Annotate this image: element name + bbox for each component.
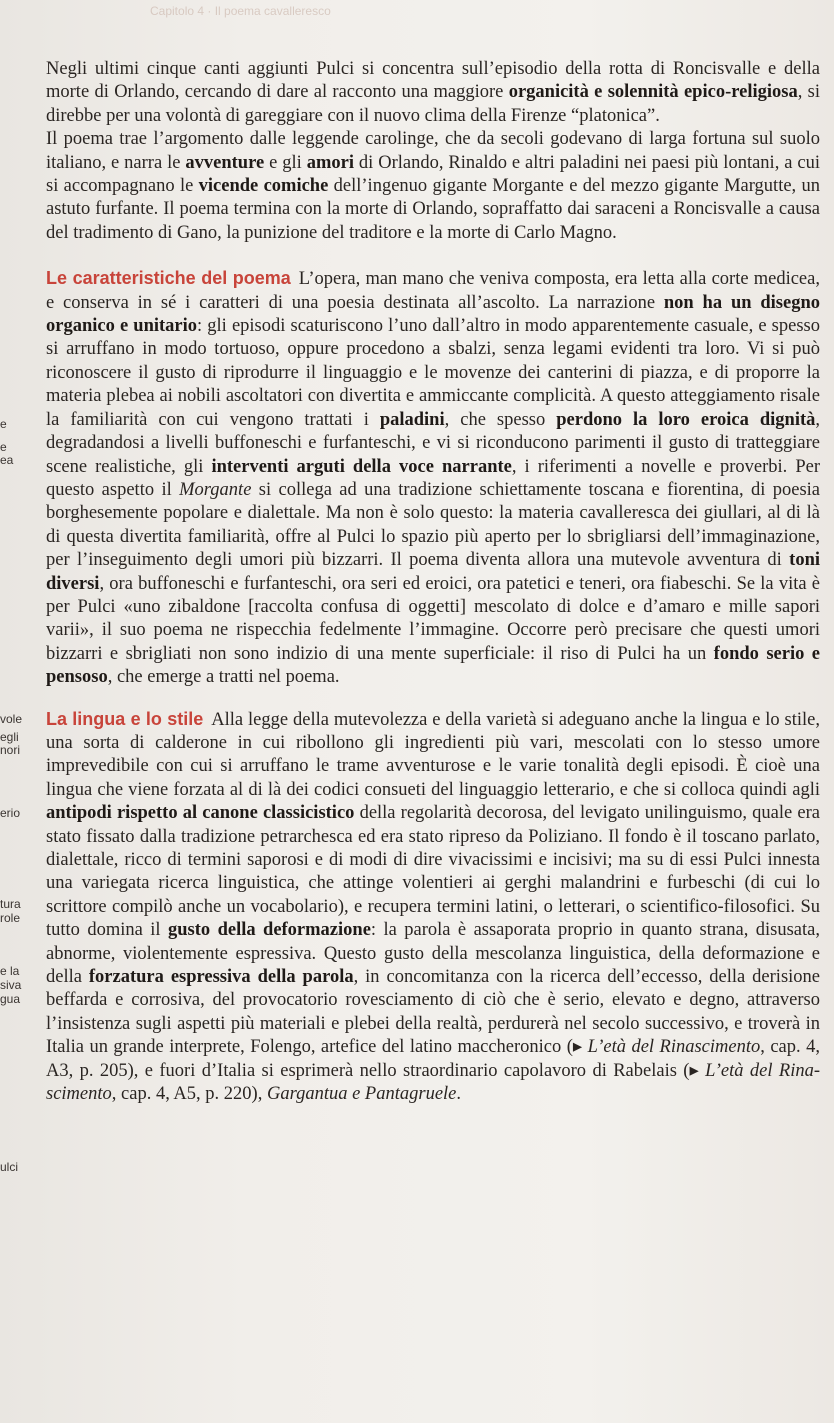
bold-term: interventi arguti della voce narrante (211, 456, 512, 477)
bold-term: non ha un disegno organico e unitario (46, 292, 820, 337)
paragraph-pulci-final-cantos: Negli ultimi cinque canti aggiunti Pulci si concentra sull’episodio della rotta di Roncisvalle e della morte di Orlando, cercando di dare al racconto una maggiore organicità e solennità epico-religiosa, si direbbe per una volontà di gareggiare con il nuovo clima della Firenze “platonica”. (46, 59, 820, 126)
bold-term: paladini (379, 409, 445, 430)
bold-term: amori (306, 152, 354, 173)
italic-title: Morgante (179, 479, 252, 500)
italic-title: L’età del Rinascimento (46, 1060, 821, 1105)
margin-note: nori (0, 744, 21, 757)
section-language-style: La lingua e lo stile Alla legge della mutevolezza e della varietà si adeguano anche la lingua e lo stile, una sorta di calderone in cui ribollono gli ingredienti più vari, mescolati con lo stesso umore imprevedibile con cui si arruffano le trame avventurose e le varie tonalità degli episodi. È cioè una lingua che viene forzata al di là dei codici consueti del linguaggio letterario, e che si colloca quindi agli antipodi rispetto al canone classicistico della regolarità decorosa, del levigato unilinguismo, quale era stato fissato dalla tradizione petrarchesca ed era stato ripreso da Poliziano. Il fondo è il toscano parlato, dialettale, ricco di termini saporosi e di modi di dire vivacissimi e incisivi; ma su di essi Pulci innesta una variegata ricerca linguistica, che attinge volentieri ai gerghi malandrini e furbeschi (di cui lo scrittore compilò anche un vocabolario), e recupera termini latini, o letterari, o scientifico-filosofici. Su tutto domina il gusto della deformazione: la parola è assaporata proprio in quanto strana, disusata, abnorme, violentemente espressiva. Questo gusto della mescolanza linguistica, della deformazione e della forzatura espressiva della parola, in concomitanza con la ricerca dell’eccesso, della derisione beffarda e corrosiva, del provocatorio rovesciamento di ciò che è serio, elevato e degno, attraverso l’insistenza sugli aspetti più materiali e plebei della realtà, perdurerà nel secolo successivo, e troverà in Italia un grande interprete, Folengo, artefice del latino maccheronico (▸ L’età del Rinascimento, cap. 4, A3, p. 205), e fuori d’Italia si esprimerà nello straordinario capolavoro di Rabelais (▸ L’età del Rinascimento, cap. 4, A5, p. 220), Gargantua e Pantagruele. (46, 708, 821, 1105)
bold-term: antipodi rispetto al canone classicistico (46, 803, 355, 824)
margin-note: gua (0, 993, 21, 1006)
margin-note: ulci (0, 1161, 19, 1174)
margin-note: erio (0, 807, 21, 820)
bold-term: forzatura espressiva della parola (88, 967, 354, 988)
running-header: Capitolo 4 · Il poema cavalleresco (150, 4, 331, 18)
margin-note: e (0, 418, 7, 431)
margin-note: e (0, 441, 7, 454)
margin-note: ea (0, 454, 14, 467)
margin-note: siva (0, 979, 22, 992)
bold-term: vicende comiche (198, 176, 329, 197)
margin-note: role (0, 912, 21, 925)
margin-note: tura (0, 898, 21, 911)
bold-term: avventure (185, 152, 265, 173)
left-margin-notes (0, 0, 44, 1423)
bold-term: perdono la loro eroica dignità (556, 409, 816, 430)
margin-note: e la (0, 965, 20, 978)
italic-title: L’età del Rinascimento (587, 1037, 761, 1058)
italic-title: Gargantua e Pantagruele (266, 1084, 457, 1105)
bold-term: fondo serio e pensoso (46, 643, 821, 688)
section-title-language: La lingua e lo stile (46, 708, 204, 729)
bold-term: gusto della deformazione (167, 920, 371, 941)
page-body (46, 58, 820, 1106)
bold-term: toni diversi (46, 550, 820, 594)
section-title-characteristics: Le caratteristiche del poema (46, 268, 291, 289)
margin-note: egli (0, 731, 19, 744)
bold-term: organicità e solennità epico-religiosa (508, 82, 798, 103)
margin-note: vole (0, 713, 23, 726)
section-characteristics: Le caratteristiche del poema L’opera, man mano che veniva composta, era letta alla corte medicea, e conserva in sé i caratteri di una poesia destinata all’ascolto. La narrazione non ha un disegno organico e unitario: gli episodi scaturiscono l’uno dall’altro in modo apparentemente casuale, e spesso si arruffano in modo tortuoso, oppure procedono a sbalzi, senza legami evidenti tra loro. Vi si può riconoscere il gusto di riprodurre il linguaggio e le movenze dei canterini di piazza, e di proporre la materia plebea ai nobili ascoltatori con divertita e ammiccante complicità. A questo atteggiamento risale la familiarità con cui vengono trattati i paladini, che spesso perdono la loro eroica dignità, degradandosi a livelli buffoneschi e furfanteschi, e vi si riconducono parimenti il gusto di tratteggiare scene realistiche, gli interventi arguti della voce narrante, i riferimenti a novelle e proverbi. Per questo aspetto il Morgante si collega ad una tradizione schiettamente toscana e fiorentina, di poesia borghesemente popolare e dialettale. Ma non è solo questo: la materia cavalleresca dei giullari, al di là di questa divertita familiarità, offre al Pulci lo spazio più aperto per lo sbrigliarsi dell’immaginazione, per l’inseguimento degli umori più bizzarri. Il poema diventa allora una mutevole avventura di toni diversi, ora buffoneschi e furfanteschi, ora seri ed eroici, ora patetici e teneri, ora fiabeschi. Se la vita è per Pulci «uno zibaldone [raccolta confusa di oggetti] mescolato di dolce e d’amaro e mille sapori varii», il suo poema ne rispecchia fedelmente l’immagine. Occorre però precisare che questi umori bizzarri e sbrigliati non sono indizio di una mente superficiale: il riso di Pulci ha un fondo serio e pensoso, che emerge a tratti nel poema. (46, 268, 821, 688)
paragraph-poem-argument: Il poema trae l’argomento dalle leggende carolinge, che da secoli godevano di larga fortuna sul suolo italiano, e narra le avventure e gli amori di Orlando, Rinaldo e altri paladini nei paesi più lontani, a cui si accompagnano le vicende comiche dell’ingenuo gigante Morgante e del mezzo gigante Margutte, un astuto furfante. Il poema termina con la morte di Orlando, sopraffatto dai saraceni a Roncisvalle a causa del tradimento di Gano, la punizione del traditore e la morte di Carlo Magno. (46, 129, 821, 243)
